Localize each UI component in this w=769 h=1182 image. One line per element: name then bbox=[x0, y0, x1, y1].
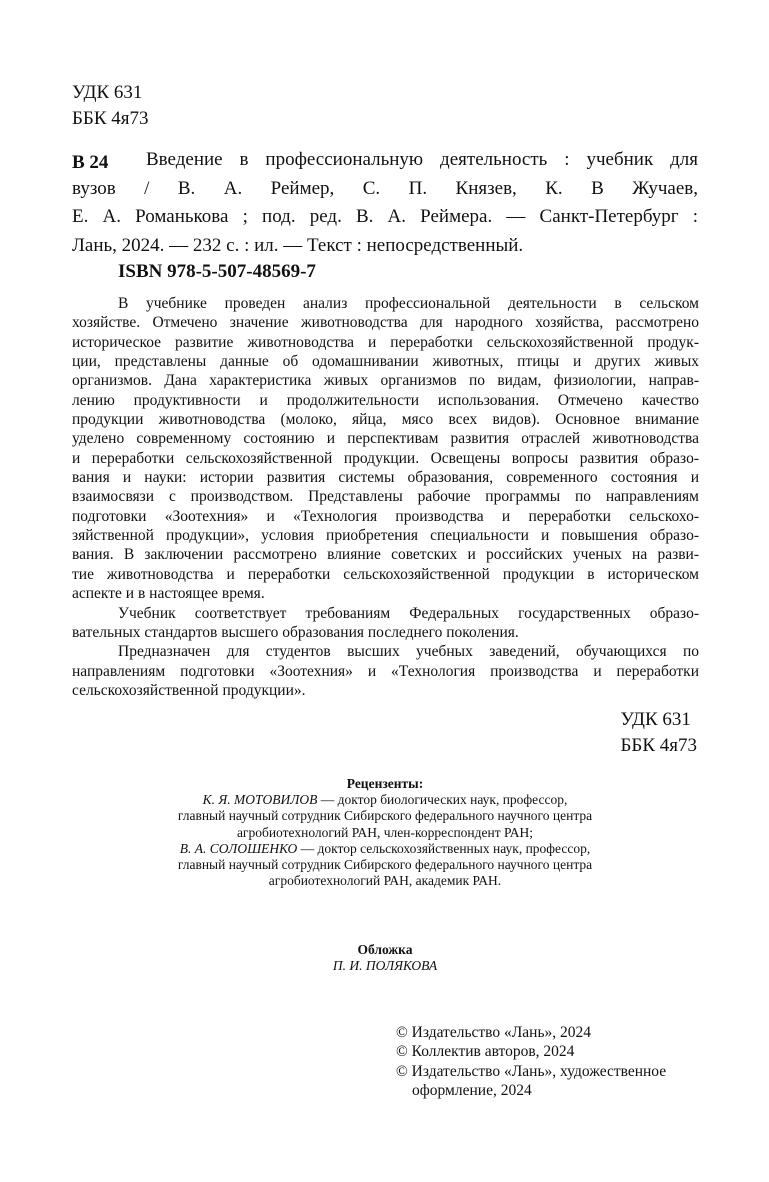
udk-code: УДК 631 bbox=[620, 709, 691, 730]
reviewer-1-affiliation: главный научный сотрудник Сибирского федерального научного центра bbox=[177, 808, 593, 824]
reviewer-1-name: К. Я. МОТОВИЛОВ bbox=[202, 792, 318, 808]
abstract-line: В учебнике проведен анализ профессиональной деятельности в сельском bbox=[118, 295, 699, 312]
abstract-line: лению продуктивности и продолжительности использования. Отмечено качество bbox=[72, 391, 699, 409]
cover-heading: Обложка bbox=[357, 942, 413, 957]
udk-code: УДК 631 bbox=[72, 82, 143, 103]
abstract-line: вания. В заключении рассмотрено влияние советских и российских ученых на разви- bbox=[72, 546, 699, 564]
isbn: ISBN 978-5-507-48569-7 bbox=[118, 261, 316, 282]
author-mark: В 24 bbox=[72, 152, 109, 173]
abstract-line: историческое развитие животноводства и переработки сельскохозяйственной продук- bbox=[72, 333, 699, 351]
cover-credit bbox=[100, 942, 670, 974]
abstract bbox=[72, 294, 699, 700]
abstract-line: взаимосвязи с производством. Представлены рабочие программы по направлениям bbox=[72, 488, 699, 506]
udk-bbk-top bbox=[72, 80, 148, 132]
abstract-line: сельскохозяйственной продукции». bbox=[72, 681, 306, 699]
copyright-line: © Издательство «Лань», 2024 bbox=[396, 1024, 592, 1041]
abstract-line: аспекте и в настоящее время. bbox=[72, 585, 265, 603]
reviewer-2 bbox=[100, 841, 670, 857]
abstract-line: Учебник соответствует требованиям Федеральных государственных образо- bbox=[118, 604, 699, 622]
abstract-line: уделено современному состоянию и перспективам развития отраслей животноводства bbox=[72, 430, 699, 448]
reviewers-block bbox=[100, 776, 670, 889]
abstract-line: организмов. Дана характеристика живых организмов по видам, физиологии, направ- bbox=[72, 372, 699, 390]
reviewer-2-affiliation: главный научный сотрудник Сибирского федерального научного центра bbox=[177, 857, 593, 873]
abstract-line: Предназначен для студентов высших учебных заведений, обучающихся по bbox=[118, 643, 699, 661]
abstract-line: и переработки сельскохозяйственной продукции. Освещены вопросы развития образо- bbox=[72, 449, 699, 467]
bib-line: Е. А. Романькова ; под. ред. В. А. Реймера. — Санкт-Петербург : bbox=[72, 206, 698, 228]
reviewer-1-affiliation: агробиотехнологий РАН, член-корреспондент РАН; bbox=[236, 824, 534, 840]
reviewer-2-name: В. А. СОЛОШЕНКО bbox=[179, 840, 298, 856]
abstract-line: направлениям подготовки «Зоотехния» и «Технология производства и переработки bbox=[72, 662, 699, 680]
bibliographic-record bbox=[72, 146, 698, 260]
reviewer-1 bbox=[100, 792, 670, 808]
abstract-line: подготовки «Зоотехния» и «Технология производства и переработки сельскохо- bbox=[72, 507, 699, 525]
copyright-line: оформление, 2024 bbox=[412, 1081, 532, 1099]
bbk-code: ББК 4я73 bbox=[72, 108, 149, 129]
reviewer-2-affiliation: агробиотехнологий РАН, академик РАН. bbox=[268, 873, 502, 889]
abstract-line: хозяйстве. Отмечено значение животноводства для народного хозяйства, рассмотрено bbox=[72, 314, 699, 332]
bbk-code: ББК 4я73 bbox=[620, 735, 697, 756]
abstract-line: продукции животноводства (молоко, яйца, мясо всех видов). Основное внимание bbox=[72, 411, 699, 429]
reviewers-heading: Рецензенты: bbox=[346, 776, 424, 791]
copyright-block bbox=[396, 1023, 666, 1100]
reviewer-2-title: — доктор сельскохозяйственных наук, профессор, bbox=[297, 840, 591, 856]
cover-designer: П. И. ПОЛЯКОВА bbox=[332, 958, 438, 974]
abstract-line: тие животноводства и переработки сельскохозяйственной продукции в историческом bbox=[72, 565, 699, 583]
udk-bbk-bottom bbox=[621, 707, 697, 759]
bib-line: Введение в профессиональную деятельность : учебник для bbox=[146, 149, 698, 170]
reviewer-1-title: — доктор биологических наук, профессор, bbox=[317, 792, 568, 808]
copyright-line: © Издательство «Лань», художественное bbox=[396, 1062, 667, 1080]
abstract-line: вательных стандартов высшего образования последнего поколения. bbox=[72, 623, 519, 641]
abstract-line: вания и науки: истории развития системы образования, современного состояния и bbox=[72, 469, 699, 487]
copyright-line: © Коллектив авторов, 2024 bbox=[396, 1043, 575, 1061]
bib-line: вузов / В. А. Реймер, С. П. Князев, К. В Жучаев, bbox=[72, 177, 698, 199]
abstract-line: зяйственной продукции», условия приобретения специальности и повышения образо- bbox=[72, 527, 699, 545]
bib-line: Лань, 2024. — 232 с. : ил. — Текст : непосредственный. bbox=[72, 234, 524, 256]
abstract-line: ции, представлены данные об одомашнивании животных, птицы и других живых bbox=[72, 353, 699, 371]
